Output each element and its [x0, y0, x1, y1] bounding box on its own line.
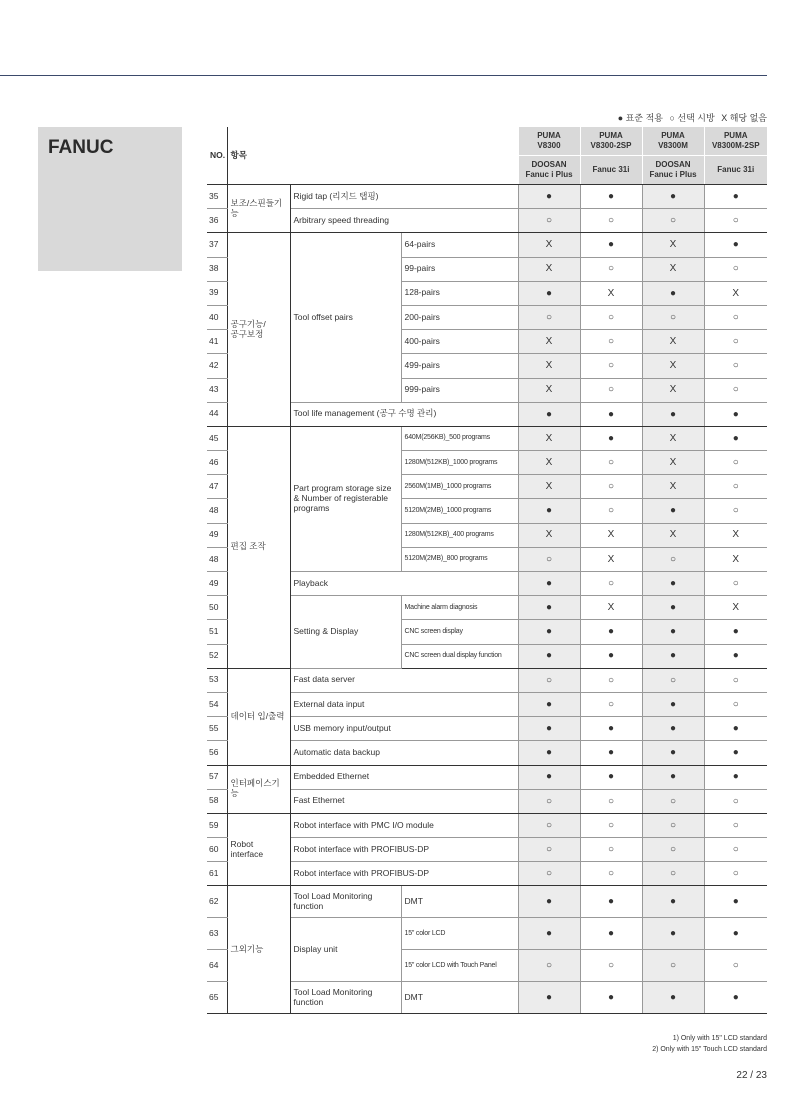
availability-cell: ● — [642, 692, 704, 716]
table-row — [207, 233, 767, 257]
table-row — [207, 918, 767, 950]
brand-title: FANUC — [48, 137, 114, 158]
feature-label: Part program storage size & Number of registerable programs — [290, 426, 401, 571]
sub-feature-label: 200-pairs — [401, 305, 518, 329]
row-number: 58 — [207, 789, 227, 813]
row-number: 60 — [207, 838, 227, 862]
availability-cell: X — [580, 547, 642, 571]
row-number: 54 — [207, 692, 227, 716]
availability-cell: ● — [580, 886, 642, 918]
availability-cell: ○ — [580, 838, 642, 862]
table-row — [207, 402, 767, 426]
availability-cell: ○ — [704, 950, 767, 982]
availability-cell: ● — [580, 620, 642, 644]
row-number: 49 — [207, 572, 227, 596]
availability-cell: ○ — [580, 572, 642, 596]
availability-cell: ○ — [580, 354, 642, 378]
table-row — [207, 765, 767, 789]
availability-cell: ● — [642, 281, 704, 305]
availability-cell: ○ — [518, 789, 580, 813]
availability-cell: X — [642, 451, 704, 475]
row-number: 61 — [207, 862, 227, 886]
row-number: 45 — [207, 426, 227, 450]
availability-cell: ○ — [580, 789, 642, 813]
sub-feature-label: DMT — [401, 982, 518, 1014]
availability-cell: ● — [704, 918, 767, 950]
availability-cell: ○ — [704, 813, 767, 837]
feature-label: Robot interface with PMC I/O module — [290, 813, 518, 837]
row-number: 48 — [207, 547, 227, 571]
row-number: 63 — [207, 918, 227, 950]
model-control: DOOSAN Fanuc i Plus — [518, 156, 580, 185]
table-row — [207, 692, 767, 716]
availability-cell: ● — [580, 402, 642, 426]
availability-cell: ● — [704, 765, 767, 789]
availability-cell: ● — [518, 620, 580, 644]
availability-cell: ○ — [518, 305, 580, 329]
availability-cell: X — [580, 596, 642, 620]
availability-cell: ○ — [704, 209, 767, 233]
availability-cell: ● — [642, 741, 704, 765]
table-row — [207, 596, 767, 620]
sub-feature-label: 2560M(1MB)_1000 programs — [401, 475, 518, 499]
sub-feature-label: 5120M(2MB)_1000 programs — [401, 499, 518, 523]
row-number: 46 — [207, 451, 227, 475]
feature-label: Tool Load Monitoring function — [290, 982, 401, 1014]
row-number: 57 — [207, 765, 227, 789]
row-number: 50 — [207, 596, 227, 620]
page-number: 22 / 23 — [736, 1070, 767, 1081]
availability-cell: X — [642, 233, 704, 257]
availability-cell: ● — [704, 426, 767, 450]
row-number: 62 — [207, 886, 227, 918]
feature-label: Arbitrary speed threading — [290, 209, 518, 233]
sub-feature-label: 64-pairs — [401, 233, 518, 257]
feature-label: Fast data server — [290, 668, 518, 692]
sub-feature-label: 499-pairs — [401, 354, 518, 378]
availability-cell: X — [642, 257, 704, 281]
availability-cell: ● — [704, 402, 767, 426]
feature-label: Tool Load Monitoring function — [290, 886, 401, 918]
availability-cell: ○ — [704, 789, 767, 813]
sub-feature-label: 400-pairs — [401, 330, 518, 354]
availability-cell: ● — [642, 918, 704, 950]
availability-cell: X — [518, 451, 580, 475]
table-row — [207, 426, 767, 450]
model-control: Fanuc 31i — [704, 156, 767, 185]
availability-cell: ● — [704, 982, 767, 1014]
row-number: 65 — [207, 982, 227, 1014]
header-row — [207, 127, 767, 156]
sub-feature-label: 5120M(2MB)_800 programs — [401, 547, 518, 571]
sub-feature-label: 128-pairs — [401, 281, 518, 305]
header-no: NO. — [207, 127, 227, 185]
model-name: PUMA V8300-2SP — [580, 127, 642, 156]
availability-cell: ● — [704, 185, 767, 209]
availability-cell: ● — [642, 644, 704, 668]
row-number: 59 — [207, 813, 227, 837]
availability-cell: ○ — [580, 668, 642, 692]
availability-cell: ● — [704, 620, 767, 644]
availability-cell: ● — [580, 185, 642, 209]
availability-cell: ○ — [704, 692, 767, 716]
row-number: 48 — [207, 499, 227, 523]
availability-cell: ○ — [518, 838, 580, 862]
sub-feature-label: Machine alarm diagnosis — [401, 596, 518, 620]
availability-cell: ● — [704, 717, 767, 741]
sub-feature-label: 999-pairs — [401, 378, 518, 402]
availability-cell: ○ — [704, 330, 767, 354]
model-name: PUMA V8300M — [642, 127, 704, 156]
model-control: Fanuc 31i — [580, 156, 642, 185]
sub-feature-label: DMT — [401, 886, 518, 918]
table-row — [207, 209, 767, 233]
feature-label: Fast Ethernet — [290, 789, 518, 813]
availability-cell: ○ — [580, 305, 642, 329]
availability-cell: ○ — [642, 813, 704, 837]
availability-cell: ○ — [518, 668, 580, 692]
availability-cell: ○ — [518, 862, 580, 886]
table-row — [207, 789, 767, 813]
availability-cell: ● — [580, 918, 642, 950]
availability-cell: ● — [642, 620, 704, 644]
sub-feature-label: 1280M(512KB)_1000 programs — [401, 451, 518, 475]
availability-cell: ● — [642, 886, 704, 918]
availability-cell: ○ — [642, 789, 704, 813]
availability-cell: ○ — [580, 209, 642, 233]
spec-table — [207, 127, 767, 1014]
availability-cell: X — [518, 233, 580, 257]
footnotes — [652, 1033, 767, 1055]
availability-cell: ● — [518, 717, 580, 741]
availability-cell: ○ — [580, 499, 642, 523]
availability-cell: ● — [704, 886, 767, 918]
row-number: 64 — [207, 950, 227, 982]
availability-cell: ○ — [642, 305, 704, 329]
availability-cell: ○ — [642, 547, 704, 571]
group-label: 데이터 입/출력 — [227, 668, 290, 765]
availability-cell: ● — [518, 281, 580, 305]
availability-cell: ● — [642, 402, 704, 426]
availability-cell: X — [518, 378, 580, 402]
availability-cell: ● — [580, 982, 642, 1014]
group-label: 보조/스핀들기능 — [227, 185, 290, 233]
availability-cell: ● — [518, 402, 580, 426]
availability-cell: ● — [704, 644, 767, 668]
availability-cell: ○ — [518, 547, 580, 571]
feature-label: Rigid tap (리지드 탭핑) — [290, 185, 518, 209]
availability-cell: ○ — [580, 475, 642, 499]
availability-cell: ○ — [642, 209, 704, 233]
row-number: 44 — [207, 402, 227, 426]
availability-cell: ○ — [642, 668, 704, 692]
availability-cell: ○ — [704, 572, 767, 596]
feature-label: USB memory input/output — [290, 717, 518, 741]
availability-cell: X — [642, 330, 704, 354]
availability-cell: X — [642, 354, 704, 378]
availability-cell: ● — [518, 644, 580, 668]
availability-cell: X — [704, 523, 767, 547]
availability-cell: ○ — [580, 813, 642, 837]
availability-cell: ○ — [704, 862, 767, 886]
availability-cell: ● — [518, 499, 580, 523]
availability-cell: ○ — [580, 950, 642, 982]
table-row — [207, 813, 767, 837]
footnote: 1) Only with 15" LCD standard — [672, 1035, 767, 1042]
group-label: 그외기능 — [227, 886, 290, 1014]
availability-cell: X — [518, 330, 580, 354]
row-number: 55 — [207, 717, 227, 741]
group-label: 공구기능/ 공구보정 — [227, 233, 290, 427]
row-number: 47 — [207, 475, 227, 499]
table-row — [207, 572, 767, 596]
availability-cell: ● — [642, 185, 704, 209]
sub-feature-label: CNC screen display — [401, 620, 518, 644]
table-row — [207, 668, 767, 692]
availability-cell: X — [580, 281, 642, 305]
header-rule — [0, 75, 767, 76]
availability-cell: ● — [580, 741, 642, 765]
availability-cell: ● — [518, 692, 580, 716]
availability-cell: ○ — [580, 451, 642, 475]
availability-cell: ● — [580, 717, 642, 741]
availability-cell: X — [704, 596, 767, 620]
availability-cell: ● — [642, 499, 704, 523]
availability-cell: ○ — [642, 950, 704, 982]
availability-cell: ○ — [518, 950, 580, 982]
row-number: 36 — [207, 209, 227, 233]
feature-label: Robot interface with PROFIBUS-DP — [290, 838, 518, 862]
availability-cell: X — [704, 281, 767, 305]
model-name: PUMA V8300 — [518, 127, 580, 156]
row-number: 40 — [207, 305, 227, 329]
row-number: 49 — [207, 523, 227, 547]
availability-cell: X — [580, 523, 642, 547]
row-number: 51 — [207, 620, 227, 644]
feature-label: Robot interface with PROFIBUS-DP — [290, 862, 518, 886]
availability-cell: X — [642, 523, 704, 547]
availability-cell: ● — [642, 982, 704, 1014]
availability-cell: ○ — [580, 692, 642, 716]
availability-cell: X — [704, 547, 767, 571]
row-number: 38 — [207, 257, 227, 281]
table-row — [207, 886, 767, 918]
group-label: 편집 조작 — [227, 426, 290, 668]
availability-cell: ○ — [704, 475, 767, 499]
header-item: 항목 — [227, 127, 518, 185]
availability-cell: ● — [642, 717, 704, 741]
row-number: 52 — [207, 644, 227, 668]
row-number: 35 — [207, 185, 227, 209]
availability-cell: ● — [642, 596, 704, 620]
availability-cell: X — [518, 354, 580, 378]
feature-label: Display unit — [290, 918, 401, 982]
availability-cell: ○ — [580, 330, 642, 354]
availability-cell: ● — [518, 185, 580, 209]
availability-cell: ○ — [704, 378, 767, 402]
availability-cell: ● — [518, 572, 580, 596]
sub-feature-label: 15" color LCD with Touch Panel — [401, 950, 518, 982]
brand-box — [38, 127, 182, 271]
row-number: 53 — [207, 668, 227, 692]
feature-label: Embedded Ethernet — [290, 765, 518, 789]
availability-cell: ○ — [518, 209, 580, 233]
availability-cell: ○ — [642, 838, 704, 862]
availability-cell: ● — [518, 886, 580, 918]
sub-feature-label: 99-pairs — [401, 257, 518, 281]
feature-label: Automatic data backup — [290, 741, 518, 765]
availability-cell: X — [642, 475, 704, 499]
model-name: PUMA V8300M-2SP — [704, 127, 767, 156]
availability-cell: ○ — [518, 813, 580, 837]
availability-cell: ○ — [704, 499, 767, 523]
feature-label: Tool offset pairs — [290, 233, 401, 402]
availability-cell: ○ — [580, 378, 642, 402]
availability-cell: X — [518, 523, 580, 547]
table-row — [207, 717, 767, 741]
table-row — [207, 741, 767, 765]
availability-cell: ● — [704, 741, 767, 765]
availability-cell: ● — [518, 765, 580, 789]
sub-feature-label: 15" color LCD — [401, 918, 518, 950]
feature-label: Tool life management (공구 수명 관리) — [290, 402, 518, 426]
availability-cell: ● — [518, 982, 580, 1014]
availability-cell: ● — [642, 765, 704, 789]
availability-cell: ○ — [642, 862, 704, 886]
row-number: 37 — [207, 233, 227, 257]
availability-cell: ○ — [704, 305, 767, 329]
availability-cell: X — [642, 378, 704, 402]
availability-cell: ● — [580, 233, 642, 257]
availability-cell: ● — [704, 233, 767, 257]
feature-label: Setting & Display — [290, 596, 401, 669]
group-label: Robot interface — [227, 813, 290, 886]
availability-cell: ○ — [704, 668, 767, 692]
feature-label: External data input — [290, 692, 518, 716]
availability-cell: X — [518, 257, 580, 281]
row-number: 43 — [207, 378, 227, 402]
row-number: 42 — [207, 354, 227, 378]
availability-cell: X — [518, 426, 580, 450]
availability-cell: ● — [580, 765, 642, 789]
sub-feature-label: CNC screen dual display function — [401, 644, 518, 668]
table-row — [207, 838, 767, 862]
sub-feature-label: 1280M(512KB)_400 programs — [401, 523, 518, 547]
availability-cell: ○ — [704, 451, 767, 475]
availability-cell: ○ — [704, 838, 767, 862]
row-number: 41 — [207, 330, 227, 354]
availability-cell: ○ — [580, 257, 642, 281]
legend-na: X 해당 없음 — [721, 113, 767, 123]
group-label: 인터페이스기능 — [227, 765, 290, 813]
row-number: 56 — [207, 741, 227, 765]
availability-cell: ● — [580, 644, 642, 668]
availability-cell: ○ — [704, 257, 767, 281]
table-row — [207, 185, 767, 209]
availability-cell: X — [518, 475, 580, 499]
availability-cell: ● — [642, 572, 704, 596]
availability-cell: ○ — [580, 862, 642, 886]
model-control: DOOSAN Fanuc i Plus — [642, 156, 704, 185]
sub-feature-label: 640M(256KB)_500 programs — [401, 426, 518, 450]
feature-label: Playback — [290, 572, 518, 596]
row-number: 39 — [207, 281, 227, 305]
footnote: 2) Only with 15" Touch LCD standard — [652, 1046, 767, 1053]
legend-standard: ● 표준 적용 — [617, 113, 663, 123]
availability-cell: ● — [518, 741, 580, 765]
availability-cell: ○ — [704, 354, 767, 378]
availability-cell: X — [642, 426, 704, 450]
availability-cell: ● — [580, 426, 642, 450]
table-row — [207, 862, 767, 886]
legend-option: ○ 선택 시방 — [669, 113, 715, 123]
legend — [614, 111, 767, 124]
availability-cell: ● — [518, 918, 580, 950]
table-row — [207, 982, 767, 1014]
availability-cell: ● — [518, 596, 580, 620]
